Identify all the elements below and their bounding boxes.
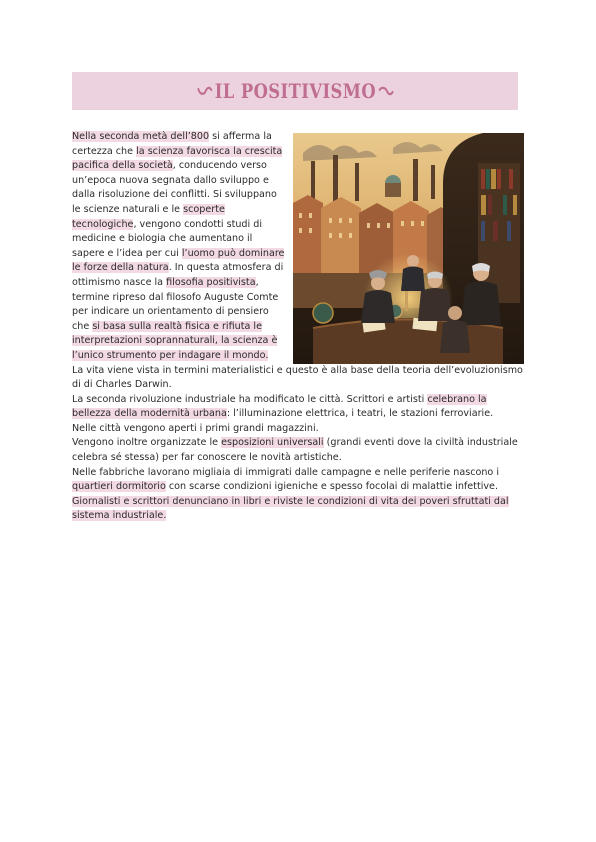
paragraph-text: La seconda rivoluzione industriale ha modificato le città. Scrittori e artisti (72, 393, 428, 405)
highlight-text: quartieri dormitorio (72, 481, 166, 493)
paragraph-text: . In questa atmosfera di ottimismo nasce la (72, 262, 284, 288)
paragraph-text: , termine ripreso dal filosofo Auguste Comte per indicare un orientamento di pensiero che (72, 276, 279, 332)
paragraph-text: , vengono condotti studi di medicine e biologia che aumentano il sapere e l’idea per cui (72, 218, 262, 259)
paragraph-text: Vengono inoltre organizzate le (72, 437, 222, 449)
paragraph-text: : l’illuminazione elettrica, i teatri, le stazioni ferroviarie. (226, 408, 494, 420)
paragraph-text: (grandi eventi dove la civiltà industriale celebra sé stessa) per far conoscere le novità artistiche. (72, 437, 518, 464)
highlight-text: l’uomo può dominare le forze della natura (72, 247, 285, 274)
page-title (197, 79, 393, 103)
highlight-text: filosofia positivista (166, 276, 256, 288)
title-banner (72, 72, 518, 110)
paragraph-text: , conducendo verso un’epoca nuova segnata dallo sviluppo e dalla risoluzione dei conflitti. Si sviluppano le scienze naturali e le (72, 160, 277, 215)
paragraph-department-stores: Nelle città vengono aperti i primi grandi magazzini. (72, 422, 319, 434)
paragraph-darwin: La vita viene vista in termini materialistici e questo è alla base della teoria dell’evoluzionismo di di Charles Darwin. (72, 364, 523, 391)
paragraph-text: Nelle fabbriche lavorano migliaia di immigrati dalle campagne e nelle periferie nascono i (72, 466, 500, 478)
paragraph-industrial-revolution (72, 393, 524, 422)
highlight-text: scoperte tecnologiche (72, 203, 225, 230)
highlight-text: Giornalisti e scrittori denunciano in libri e riviste le condizioni di vita dei poveri sfruttati dal sistema industriale. (72, 495, 509, 522)
highlight-text: si basa sulla realtà fisica e rifiuta le interpretazioni soprannaturali, la scienza è l’unico strumento per indagare il mondo. (72, 320, 278, 361)
highlight-text: celebrano la bellezza della modernità urbana (72, 393, 487, 420)
title-text: IL POSITIVISMO (214, 79, 376, 103)
highlight-text: Nella seconda metà dell’800 (72, 131, 210, 142)
swirl-left-icon (197, 86, 212, 96)
highlight-text: la scienza favorisca la crescita pacifica della società (72, 145, 283, 172)
swirl-right-icon (378, 86, 393, 96)
paragraph-text: si afferma la certezza che (72, 131, 272, 157)
highlight-text: esposizioni universali (221, 437, 324, 449)
paragraph-exhibitions (72, 436, 524, 465)
paragraph-factories (72, 466, 524, 495)
article-body (72, 130, 524, 524)
paragraph-text: con scarse condizioni igieniche e spesso focolai di malattie infettive. (165, 481, 499, 493)
paragraph-journalists (72, 495, 524, 524)
paragraph-intro (72, 130, 285, 364)
